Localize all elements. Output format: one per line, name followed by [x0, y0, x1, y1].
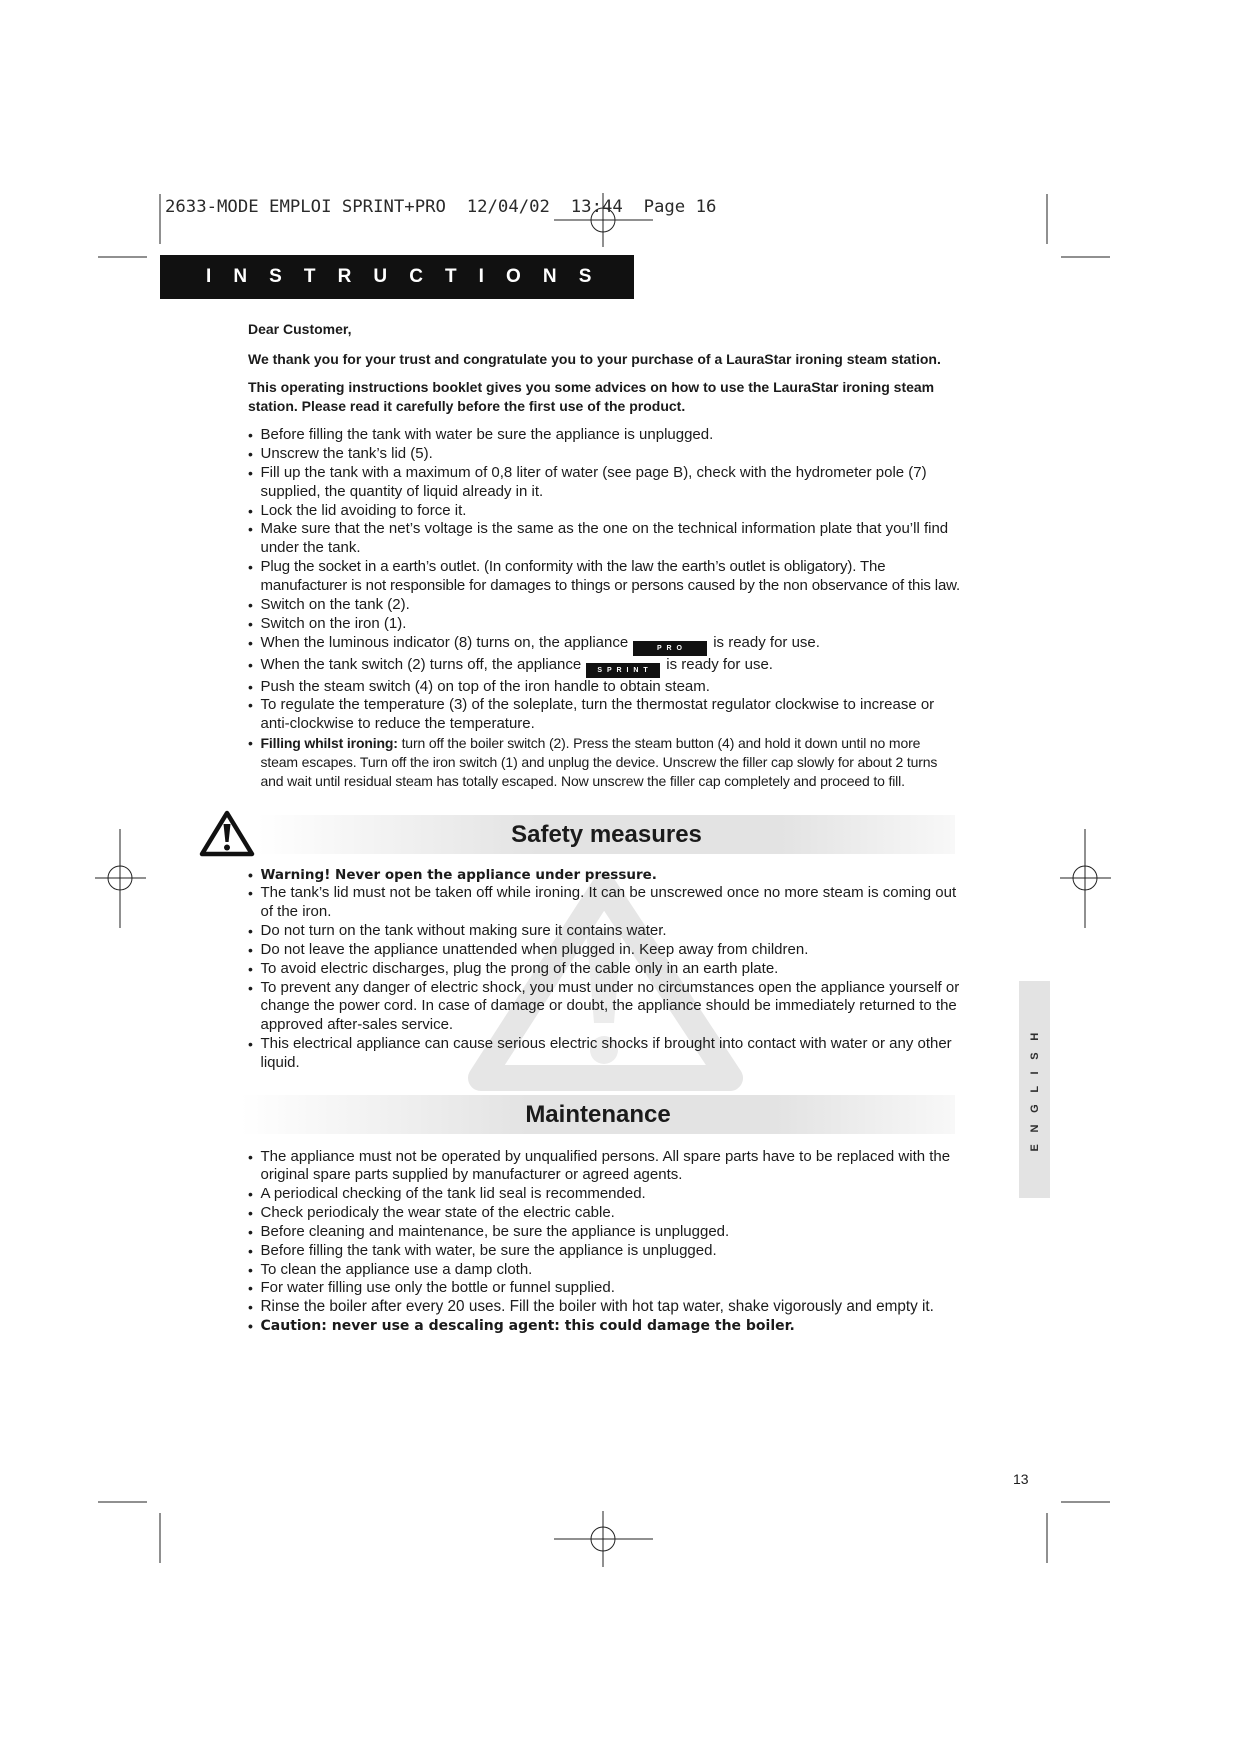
- safety-item: • To prevent any danger of electric shock, you must under no circumstances open the appliance yourself or change the power cord. In case of damage or doubt, the appliance should be immediately returned to the approved after-sales service.: [248, 979, 960, 1036]
- maintenance-item: • To clean the appliance use a damp cloth.: [248, 1261, 960, 1280]
- instruction-text: When the tank switch (2) turns off, the appliance: [260, 655, 582, 673]
- crop-mark-bottom-left: [98, 1502, 160, 1563]
- maintenance-item: • The appliance must not be operated by unqualified persons. All spare parts have to be replaced with the original spare parts supplied by manufacturer or agreed agents.: [248, 1148, 960, 1186]
- warning-triangle-icon: [199, 809, 255, 857]
- thanks-paragraph: We thank you for your trust and congratulate you to your purchase of a LauraStar ironing steam station.: [248, 350, 941, 367]
- instructions-section: [248, 320, 960, 791]
- maintenance-heading-band: [241, 1095, 955, 1134]
- greeting: Dear Customer,: [248, 321, 352, 337]
- instruction-item: • Unscrew the tank’s lid (5).: [248, 445, 960, 464]
- safety-warning: • Warning! Never open the appliance under pressure.: [248, 866, 960, 885]
- instruction-item: • Fill up the tank with a maximum of 0,8 liter of water (see page B), check with the hydrometer pole (7) supplied, the quantity of liquid already in it.: [248, 464, 960, 502]
- instruction-item: • Make sure that the net’s voltage is the same as the one on the technical information plate that you’ll find under the tank.: [248, 520, 960, 558]
- maintenance-heading: Maintenance: [525, 1101, 671, 1128]
- safety-item: • This electrical appliance can cause serious electric shocks if brought into contact with water or any other liquid.: [248, 1035, 960, 1073]
- instruction-text: is ready for use.: [713, 633, 820, 651]
- instruction-text: is ready for use.: [666, 655, 773, 673]
- crop-mark-bottom-right: [1047, 1502, 1110, 1563]
- instruction-item: • To regulate the temperature (3) of the soleplate, turn the thermostat regulator clockwise to increase or anti-clockwise to reduce the temperature.: [248, 696, 960, 734]
- pro-model-badge: P R O: [633, 641, 707, 656]
- safety-item: • The tank’s lid must not be taken off while ironing. It can be unscrewed once no more steam is coming out of the iron.: [248, 884, 960, 922]
- maintenance-item: • For water filling use only the bottle or funnel supplied.: [248, 1279, 960, 1298]
- maintenance-item: • A periodical checking of the tank lid seal is recommended.: [248, 1185, 960, 1204]
- instruction-item: [248, 634, 960, 656]
- crop-mark-top-right: [1047, 194, 1110, 257]
- filling-label: Filling whilst ironing:: [260, 735, 398, 752]
- instruction-text: When the luminous indicator (8) turns on, the appliance: [260, 633, 629, 651]
- instruction-item: • Switch on the iron (1).: [248, 615, 960, 634]
- maintenance-item: • Before cleaning and maintenance, be sure the appliance is unplugged.: [248, 1223, 960, 1242]
- section-title-bar: [160, 255, 634, 299]
- safety-item: • To avoid electric discharges, plug the prong of the cable only in an earth plate.: [248, 960, 960, 979]
- instruction-item: • Before filling the tank with water be sure the appliance is unplugged.: [248, 426, 960, 445]
- registration-mark-right-icon: [1060, 829, 1111, 928]
- maintenance-item: • Rinse the boiler after every 20 uses. Fill the boiler with hot tap water, shake vigorously and empty it.: [248, 1298, 960, 1317]
- sprint-model-badge: S P R I N T: [586, 663, 660, 678]
- maintenance-item: • Before filling the tank with water, be sure the appliance is unplugged.: [248, 1242, 960, 1261]
- instruction-text: turn off the boiler switch (2). Press the steam button (4) and hold it down until no more steam escapes. Turn off the iron switch (1) and unplug the device. Unscrew the filler cap slowly for about 2 turns and wait until residual steam has totally escaped. Now unscrew the filler cap completely and proceed to fill.: [260, 735, 938, 789]
- maintenance-item: • Check periodicaly the wear state of the electric cable.: [248, 1204, 960, 1223]
- safety-heading-band: [258, 815, 955, 854]
- page-number: 13: [1013, 1471, 1029, 1487]
- instruction-item: [248, 734, 960, 791]
- instruction-item: • Lock the lid avoiding to force it.: [248, 502, 960, 521]
- registration-mark-left-icon: [95, 829, 146, 928]
- registration-mark-bottom-icon: [554, 1511, 653, 1567]
- safety-item: • Do not turn on the tank without making sure it contains water.: [248, 922, 960, 941]
- language-label: E N G L I S H: [1028, 1028, 1041, 1151]
- section-title: I N S T R U C T I O N S: [206, 266, 600, 287]
- crop-mark-top-left: [98, 194, 160, 257]
- language-tab: [1019, 981, 1050, 1198]
- instruction-item: • Switch on the tank (2).: [248, 596, 960, 615]
- instruction-item: [248, 656, 960, 678]
- instruction-steps: [248, 426, 960, 790]
- instruction-item: • Plug the socket in a earth’s outlet. (In conformity with the law the earth’s outlet is obligatory). The manufacturer is not responsible for damages to things or persons caused by the non observance of this law.: [248, 558, 960, 596]
- safety-list: [248, 866, 960, 1073]
- safety-heading: Safety measures: [511, 821, 702, 848]
- safety-item: • Do not leave the appliance unattended when plugged in. Keep away from children.: [248, 941, 960, 960]
- maintenance-list: [248, 1148, 960, 1336]
- booklet-paragraph: This operating instructions booklet gives you some advices on how to use the LauraStar ironing steam station. Please read it carefully before the first use of the product.: [248, 378, 935, 414]
- instruction-item: • Push the steam switch (4) on top of the iron handle to obtain steam.: [248, 678, 960, 697]
- print-slug: 2633-MODE EMPLOI SPRINT+PRO 12/04/02 13:44 Page 16: [165, 197, 717, 217]
- maintenance-caution: • Caution: never use a descaling agent: this could damage the boiler.: [248, 1317, 960, 1336]
